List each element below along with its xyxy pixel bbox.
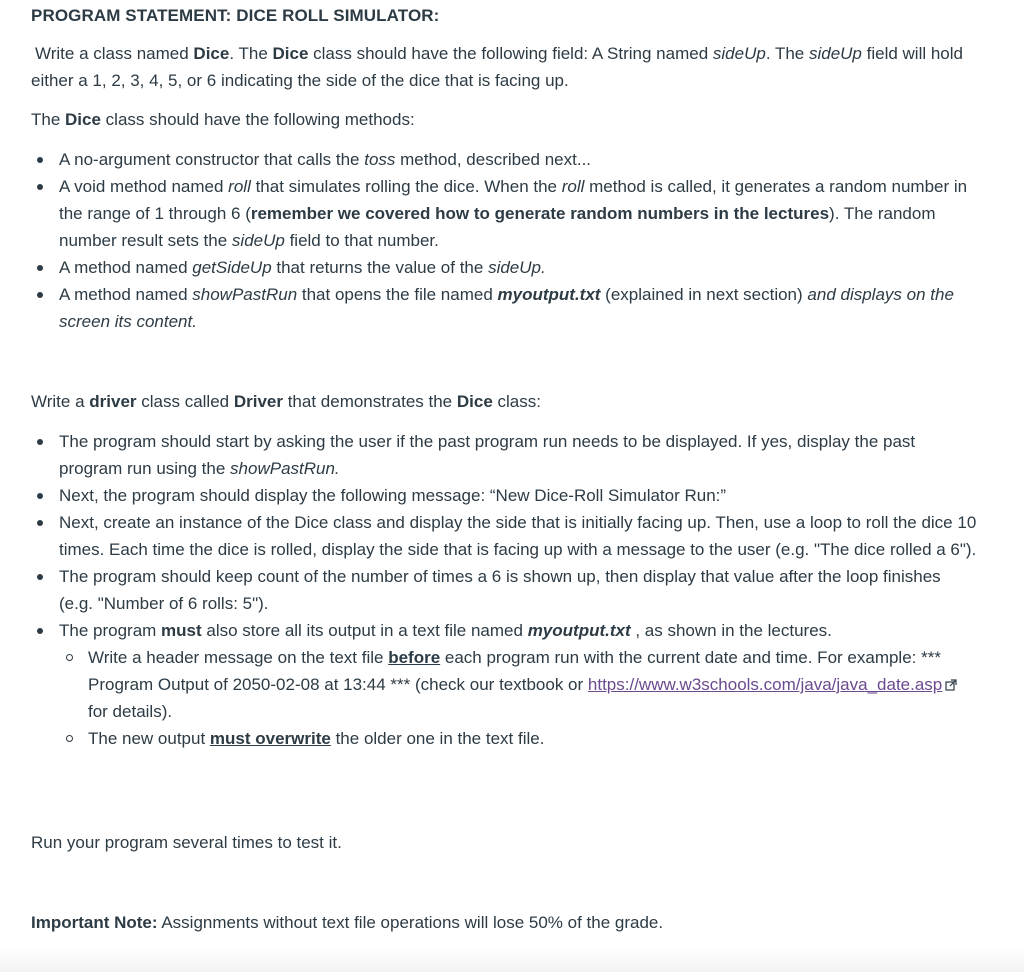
emphasis: must	[161, 621, 202, 640]
text: , as shown in the lectures.	[630, 621, 832, 640]
text: method is called, it generates a random number in the range of 1 through 6 (	[59, 177, 968, 223]
field-name: sideUp	[231, 231, 285, 250]
text: Write a header message on the text file	[88, 648, 389, 667]
field-name: sideUp	[712, 44, 766, 63]
class-name: Dice	[65, 110, 101, 129]
text: field will hold either a 1, 2, 3, 4, 5, or 6 indicating the side of the dice that is facing up.	[31, 44, 963, 90]
methods-list	[59, 146, 989, 335]
text: field to that number.	[284, 231, 439, 250]
method-name: getSideUp	[192, 258, 272, 277]
text: each program run with the current date and time. For example: *** Program Output of 2050-02-08 at 13:44 *** (check our textbook or	[88, 648, 941, 694]
page-title: PROGRAM STATEMENT: DICE ROLL SIMULATOR:	[31, 6, 440, 25]
text: . The	[229, 44, 273, 63]
text: class should have the following field: A String named	[308, 44, 713, 63]
text: Next, create an instance of the Dice class and display the side that is initially facing up. Then, use a loop to roll the dice 10 times. Each time the dice is rolled, display the side that is facing up with a message to the user (e.g. "The dice rolled a 6").	[59, 513, 977, 559]
list-item	[59, 617, 979, 752]
text: The program should keep count of the number of times a 6 is shown up, then display that value after the loop finishes (e.g. "Number of 6 rolls: 5").	[59, 567, 941, 613]
text: that returns the value of the	[271, 258, 489, 277]
method-name: roll	[561, 177, 585, 196]
field-name: sideUp	[808, 44, 862, 63]
text: The	[31, 110, 66, 129]
bottom-fade	[0, 948, 1024, 972]
class-name: Driver	[233, 392, 283, 411]
text: class should have the following methods:	[100, 110, 415, 129]
important-label: Important Note:	[31, 913, 158, 932]
methods-intro	[31, 106, 415, 133]
list-item	[59, 428, 979, 482]
list-item	[59, 281, 989, 335]
driver-list	[59, 428, 979, 752]
list-item	[59, 509, 979, 563]
text: Write a class named	[35, 44, 194, 63]
list-item	[59, 563, 979, 617]
list-item	[59, 254, 989, 281]
text: ). The random number result sets the	[59, 204, 936, 250]
list-item	[59, 146, 989, 173]
w3schools-link[interactable]: https://www.w3schools.com/java/java_date.asp	[587, 675, 943, 694]
external-link-icon[interactable]	[945, 672, 957, 684]
text: the older one in the text file.	[330, 729, 545, 748]
text: method, described next...	[395, 150, 592, 169]
text: that opens the file named	[297, 285, 498, 304]
text: Write a	[31, 392, 90, 411]
method-name: roll	[228, 177, 251, 196]
text: class:	[492, 392, 541, 411]
text: A method named	[59, 285, 193, 304]
intro-paragraph	[31, 40, 991, 94]
text: for details).	[88, 702, 173, 721]
text: . The	[765, 44, 809, 63]
text: The new output	[88, 729, 210, 748]
text: The program should start by asking the user if the past program run needs to be displayed. If yes, display the past program run using the	[59, 432, 916, 478]
text: also store all its output in a text file named	[201, 621, 528, 640]
important-note	[31, 909, 663, 936]
text: A no-argument constructor that calls the	[59, 150, 365, 169]
emphasis: must overwrite	[209, 729, 331, 748]
text: A void method named	[59, 177, 229, 196]
text: that demonstrates the	[282, 392, 457, 411]
list-item	[59, 482, 979, 509]
list-item	[59, 173, 989, 254]
driver-intro	[31, 388, 541, 415]
method-name: showPastRun.	[230, 459, 340, 478]
text: Next, the program should display the following message: “New Dice-Roll Simulator Run:”	[59, 486, 727, 505]
sub-list-item	[88, 725, 979, 752]
file-name: myoutput.txt	[527, 621, 631, 640]
class-name: Dice	[272, 44, 309, 63]
field-name: sideUp.	[488, 258, 546, 277]
file-name: myoutput.txt	[497, 285, 601, 304]
text: A method named	[59, 258, 193, 277]
text: (explained in next section)	[600, 285, 808, 304]
text: class called	[136, 392, 234, 411]
run-note: Run your program several times to test it.	[31, 833, 342, 852]
method-name: showPastRun	[192, 285, 298, 304]
sub-list-item	[88, 644, 979, 725]
text: The program	[59, 621, 162, 640]
method-name: toss	[364, 150, 396, 169]
emphasis: before	[388, 648, 441, 667]
text: Assignments without text file operations will lose 50% of the grade.	[157, 913, 664, 932]
class-name: Dice	[193, 44, 230, 63]
text: that simulates rolling the dice. When the	[250, 177, 562, 196]
emphasis: and displays on the screen its content.	[59, 285, 954, 331]
sub-list	[59, 644, 979, 752]
emphasis: driver	[89, 392, 137, 411]
emphasis: remember we covered how to generate random numbers in the lectures	[250, 204, 830, 223]
class-name: Dice	[456, 392, 493, 411]
